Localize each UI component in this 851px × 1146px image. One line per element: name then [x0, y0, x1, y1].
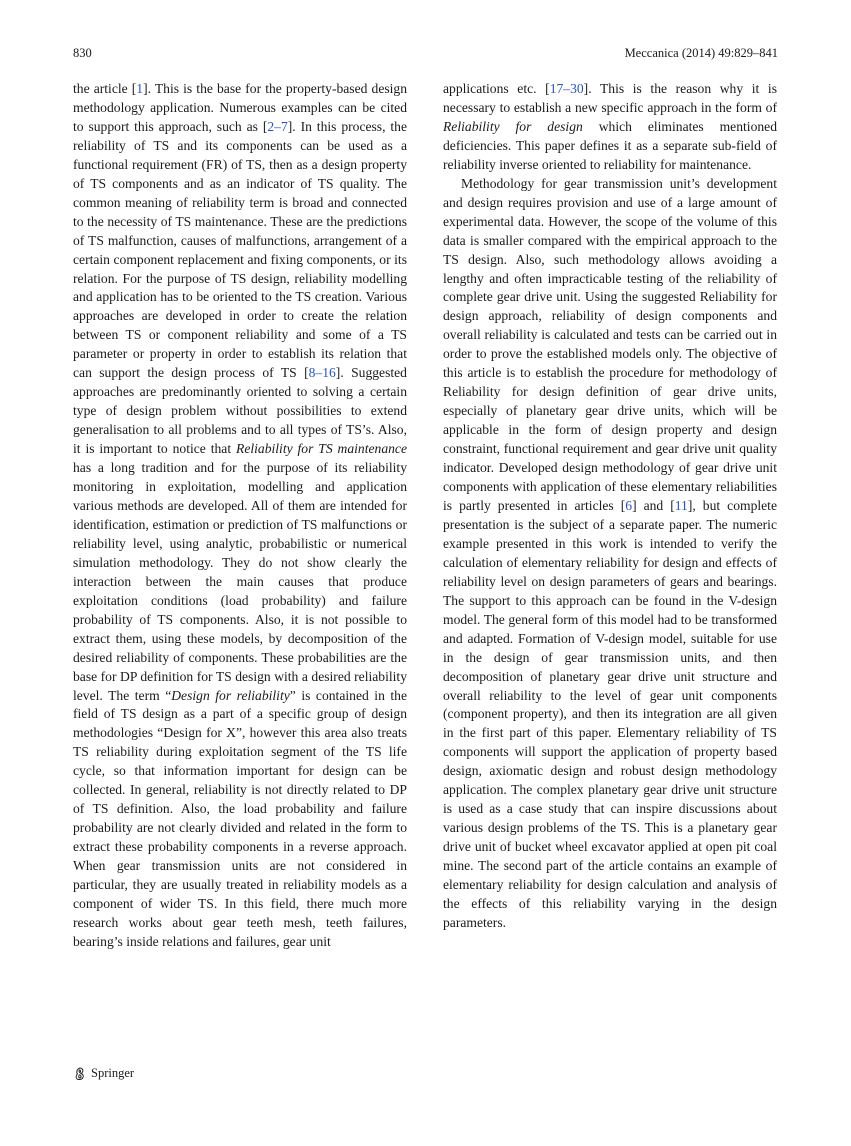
- right-paragraph-2: Methodology for gear transmission unit’s development and design requires provision and use of a large amount of experimental data. However, the scope of the volume of this data is smaller compared with the empirical approach to the TS design. Also, such methodology allows avoiding a lengthy and often impracticable testing of the reliability of complete gear drive unit. Using the suggested Reliability for design approach, reliability of design components and overall reliability is calculated and tests can be carried out in order to prove the established models only. The objective of this article is to establish the procedure for methodology of Reliability for design definition of gear drive units, especially of planetary gear drive units, which will be applicable in the form of design property and design constraint, functional requirement and gear drive unit quality indicator. Developed design methodology of gear drive unit components with application of these elementary reliabilities is partly presented in articles [6] and [11], but complete presentation is the subject of a separate paper. The numeric example presented in this work is intended to verify the calculation of elementary reliability for design and effects of reliability level on design parameters of gears and bearings. The support to this approach can be found in the V-design model. The general form of this model had to be transformed and adapted. Formation of V-design model, suitable for use in the design of gear transmission units, and then decomposition of planetary gear drive unit structure and overall reliability to the level of gear unit components (component property), and then its integration are all given in the first part of this paper. Elementary reliability of TS components will support the application of property based design, axiomatic design and robust design methodology application. The complex planetary gear drive unit structure is used as a case study that can inspire discussions about various design problems of the TS. This is a planetary gear drive unit of bucket wheel excavator applied at open pit coal mine. The second part of the article contains an example of elementary reliability for design calculation and analysis of the effects of this reliability varying in the design parameters.: [443, 175, 777, 930]
- left-paragraph: the article [1]. This is the base for the property-based design methodology application. Numerous examples can be cited to support this approach, such as [2–7]. In this process, the reliability of TS and its components can be used as a functional requirement (FR) of TS, then as a design property of TS components and as an indicator of TS quality. The common meaning of reliability term is broad and connected to the necessity of TS maintenance. These are the predictions of TS malfunction, causes of malfunctions, arrangement of a certain component replacement and fixing components, or its relation. For the purpose of TS design, reliability modelling and application has to be oriented to the TS creation. Various approaches are developed in order to create the relation between TS or component reliability and some of a TS parameter or property in order to establish its relation that can support the design process of TS [8–16]. Suggested approaches are predominantly oriented to solving a certain type of design problem without possibilities to extend generalisation to all problems and to all types of TS’s. Also, it is important to notice that Reliability for TS maintenance has a long tradition and for the purpose of its reliability monitoring in exploitation, modelling and application various methods are developed. All of them are intended for identification, estimation or prediction of TS malfunctions or reliability level, using analytic, probabilistic or numerical simulation methodology. They do not show clearly the interaction between the main causes that produce exploitation conditions (load probability) and failure probability of TS components. Also, it is not possible to extract them, using these models, by decomposition of the desired reliability of components. These probabilities are the base for DP definition for TS design with a desired reliability level. The term “Design for reliability” is contained in the field of TS design as a part of a specific group of design methodologies “Design for X”, however this area also treats TS reliability during exploitation segment of the TS life cycle, so that information important for design can be collected. In general, reliability is not directly related to DP of TS definition. Also, the load probability and failure probability are not clearly divided and related in the form to extract these probability components in a reverse approach. When gear transmission units are not considered in particular, they are usually treated in reliability models as a component of wider TS. In this field, there much more research works about gear teeth mesh, teeth failures, bearing’s inside relations and failures, gear unit: [73, 81, 408, 949]
- right-column: [443, 80, 777, 933]
- italic-term: Design for reliability: [171, 687, 290, 703]
- journal-citation: Meccanica (2014) 49:829–841: [624, 46, 778, 60]
- right-paragraph-1: applications etc. [17–30]. This is the reason why it is necessary to establish a new specific approach in the form of Reliability for design which eliminates mentioned deficiencies. This paper defines it as a separate sub-field of reliability inverse oriented to reliability for maintenance.: [443, 81, 777, 172]
- left-column: [73, 80, 407, 952]
- italic-term: Reliability for design: [443, 118, 583, 134]
- page-number: 830: [73, 46, 92, 60]
- citation-link[interactable]: 8–16: [308, 365, 336, 381]
- citation-link[interactable]: 6: [625, 497, 633, 513]
- publisher-name: Springer: [91, 1066, 135, 1080]
- citation-link[interactable]: 17–30: [549, 81, 584, 96]
- springer-logo-icon: [73, 1067, 87, 1081]
- citation-link[interactable]: 1: [136, 81, 144, 96]
- italic-term: Reliability for TS maintenance: [236, 441, 407, 457]
- citation-link[interactable]: 2–7: [267, 118, 288, 134]
- citation-link[interactable]: 11: [674, 497, 688, 513]
- footer: [73, 1066, 134, 1081]
